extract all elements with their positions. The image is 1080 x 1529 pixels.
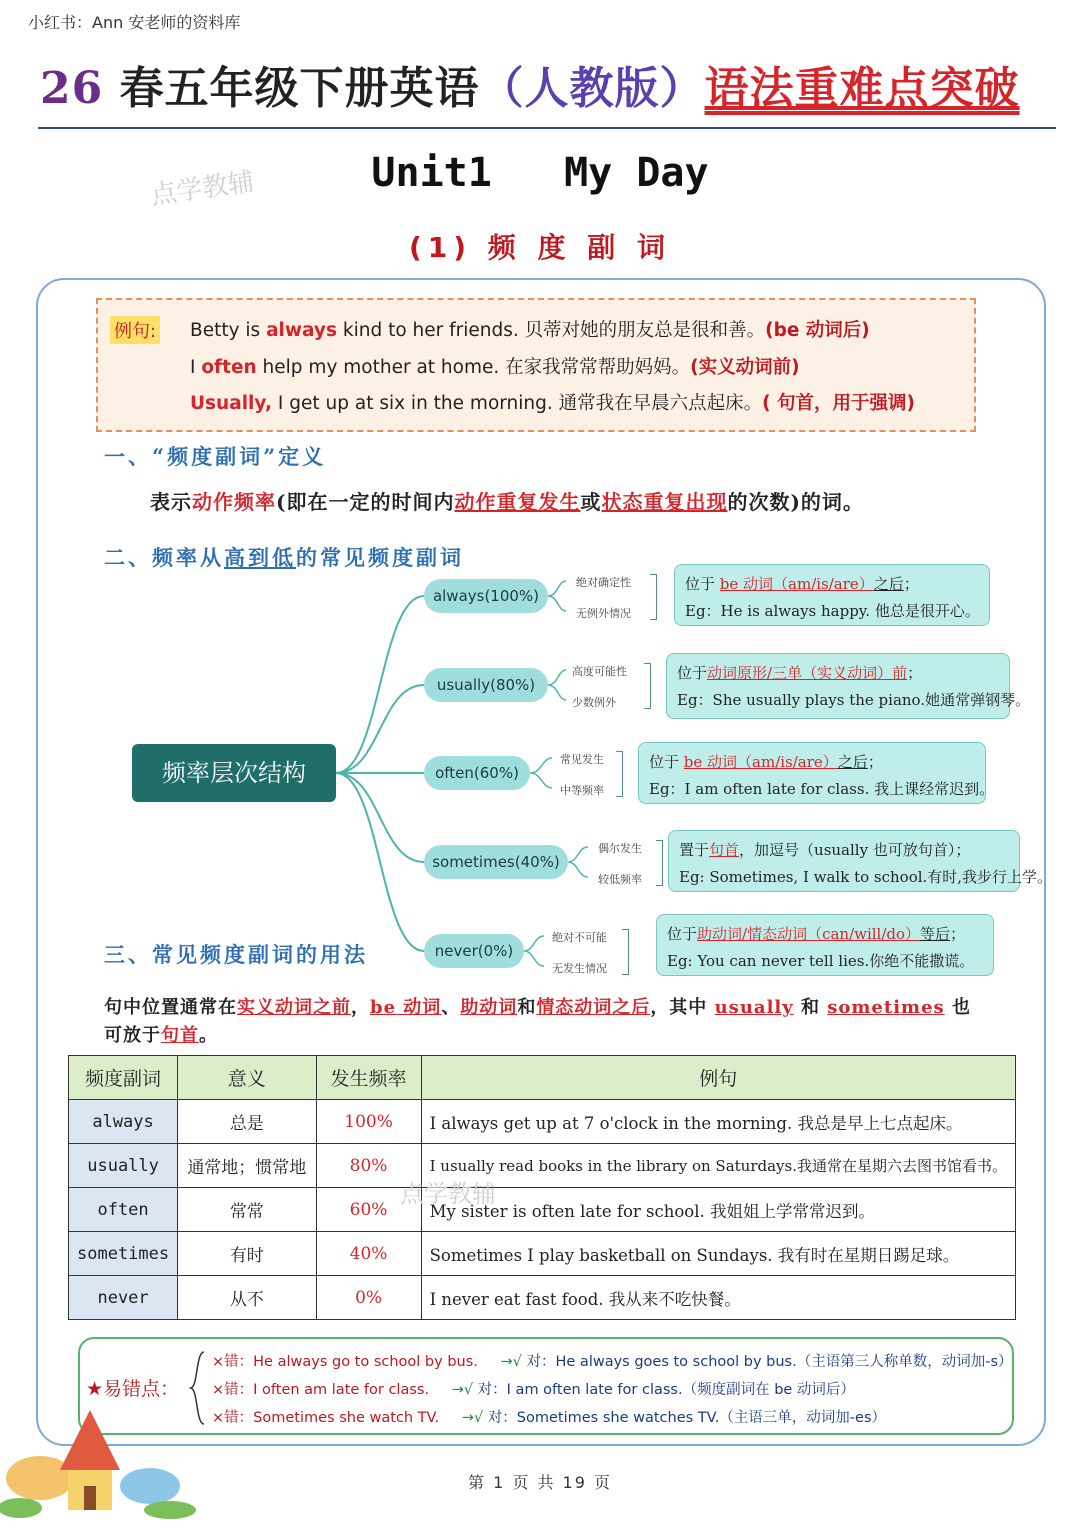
table-cell-frequency: 60% — [316, 1188, 421, 1232]
example-keyword: often — [201, 357, 257, 378]
table-cell-word: never — [69, 1276, 178, 1320]
usage-part: ，其中 — [650, 997, 715, 1018]
note-text: 置于 — [679, 841, 710, 859]
node-tag: 高度可能性 — [572, 665, 627, 678]
note-text: ，加逗号（usually 也可放句首） — [739, 841, 956, 859]
usage-part: 。 — [199, 1025, 218, 1046]
usage-part: ， — [351, 997, 370, 1018]
title-edition: （人教版） — [479, 63, 705, 114]
error-arrow: →√ — [461, 1410, 484, 1426]
note-keyword: 动词原形/三单（实义动词）前 — [707, 664, 908, 682]
error-line — [212, 1406, 886, 1427]
frequency-table — [68, 1055, 1016, 1320]
error-arrow: →√ — [451, 1382, 474, 1398]
definition-part: (即在一定的时间内 — [276, 490, 455, 514]
table-header: 发生频率 — [316, 1056, 421, 1100]
usage-part: 和 — [517, 997, 537, 1018]
note-text: ； — [867, 753, 883, 771]
bracket — [656, 840, 663, 886]
usage-part: 、 — [441, 997, 461, 1018]
node-tag: 绝对不可能 — [552, 931, 607, 944]
mindmap-note-often — [638, 742, 995, 804]
table-cell-meaning: 从不 — [178, 1276, 316, 1320]
usage-keyword: sometimes — [827, 997, 945, 1018]
table-cell-example: I always get up at 7 o'clock in the morning. 我总是早上七点起床。 — [421, 1100, 1015, 1144]
note-example: Eg：He is always happy. 他总是很开心。 — [685, 602, 980, 620]
definition-keyword: 动作重复发生 — [454, 490, 581, 514]
example-keyword: always — [266, 320, 337, 341]
node-tag: 常见发生 — [560, 753, 604, 766]
mindmap-note-never — [656, 914, 994, 976]
table-cell-example: I never eat fast food. 我从来不吃快餐。 — [421, 1276, 1015, 1320]
error-right: 对：He always goes to school by bus.（主语第三人称单数，动词加-s） — [526, 1354, 1013, 1370]
error-arrow: →√ — [500, 1354, 522, 1370]
note-text: 等后 — [920, 925, 951, 943]
example-note: ( 句首，用于强调) — [762, 393, 915, 414]
example-note: (be 动词后) — [765, 320, 870, 341]
note-keyword: be 动词（am/is/are） — [683, 753, 838, 771]
mindmap-node-sometimes: sometimes(40%) — [424, 845, 568, 879]
node-tag: 中等频率 — [560, 784, 604, 797]
table-cell-example: My sister is often late for school. 我姐姐上学常常迟到。 — [421, 1188, 1015, 1232]
definition-part: 表示 — [150, 490, 192, 514]
table-cell-word: often — [69, 1188, 178, 1232]
note-text: 位于 — [667, 925, 698, 943]
error-right: 对：I am often late for class.（频度副词在 be 动词后） — [477, 1382, 855, 1398]
heading-keyword: 高到低 — [224, 545, 296, 570]
node-tag: 较低频率 — [598, 873, 642, 886]
definition-keyword: 状态重复出现 — [601, 490, 728, 514]
house-illustration-icon — [0, 1400, 200, 1520]
bracket — [622, 929, 629, 975]
usage-keyword: 句首 — [161, 1025, 199, 1046]
note-example: Eg：I am often late for class. 我上课经常迟到。 — [649, 780, 995, 798]
title-main: 春五年级下册英语 — [119, 63, 480, 114]
bracket — [616, 751, 623, 797]
note-text: 位于 — [677, 664, 708, 682]
common-errors-label: ★易错点： — [86, 1378, 180, 1400]
table-cell-frequency: 100% — [316, 1100, 421, 1144]
mindmap-root: 频率层次结构 — [132, 744, 336, 802]
error-wrong: ×错：He always go to school by bus. — [212, 1354, 478, 1370]
node-tag: 偶尔发生 — [598, 842, 642, 855]
example-keyword: Usually, — [190, 393, 273, 414]
note-example: Eg: Sometimes, I walk to school.有时,我步行上学。 — [679, 868, 1053, 886]
note-example: Eg: You can never tell lies.你绝不能撒谎。 — [667, 952, 975, 970]
note-example: Eg：She usually plays the piano.她通常弹钢琴。 — [677, 691, 1031, 709]
table-cell-word: usually — [69, 1144, 178, 1188]
example-text: kind to her friends. 贝蒂对她的朋友总是很和善。 — [336, 320, 766, 341]
note-text: 之后 — [837, 753, 868, 771]
example-text: I get up at six in the morning. 通常我在早晨六点起床。 — [272, 393, 763, 414]
table-cell-example: I usually read books in the library on Saturdays.我通常在星期六去图书馆看书。 — [421, 1144, 1015, 1188]
heading-part: 的常见频度副词 — [296, 545, 464, 570]
table-row — [69, 1232, 1016, 1276]
usage-keyword: 实义动词之前 — [237, 997, 351, 1018]
note-text: ； — [903, 575, 919, 593]
note-text: 位于 — [685, 575, 720, 593]
table-cell-frequency: 80% — [316, 1144, 421, 1188]
heading-definition: 一、“频度副词”定义 — [104, 444, 327, 469]
error-line — [212, 1378, 855, 1399]
table-row — [69, 1188, 1016, 1232]
mindmap-note-usually — [666, 653, 1031, 719]
mindmap-node-often: often(60%) — [424, 756, 530, 790]
note-text: 之后 — [873, 575, 904, 593]
usage-keyword: usually — [714, 997, 794, 1018]
error-line — [212, 1350, 1013, 1371]
table-cell-example: Sometimes I play basketball on Sundays. 我有时在星期日踢足球。 — [421, 1232, 1015, 1276]
node-tag: 无发生情况 — [552, 962, 607, 975]
usage-keyword: be 动词 — [370, 997, 442, 1018]
note-keyword: 句首 — [709, 841, 740, 859]
usage-part: 也可放于 — [104, 997, 971, 1046]
page-number: 第 1 页 共 19 页 — [468, 1473, 612, 1492]
title-number: 26 — [40, 63, 104, 114]
example-text: Betty is — [190, 320, 267, 341]
watermark: 点学教辅 — [148, 166, 256, 212]
table-cell-meaning: 有时 — [178, 1232, 316, 1276]
definition-part: 或 — [580, 490, 602, 514]
node-tag: 无例外情况 — [576, 607, 631, 620]
table-cell-word: sometimes — [69, 1232, 178, 1276]
usage-part: 和 — [793, 997, 828, 1018]
error-right: 对：Sometimes she watches TV.（主语三单，动词加-es） — [487, 1410, 887, 1426]
node-tag: 少数例外 — [572, 696, 616, 709]
usage-part: 句中位置通常在 — [104, 997, 237, 1018]
table-cell-frequency: 40% — [316, 1232, 421, 1276]
table-cell-meaning: 通常地；惯常地 — [178, 1144, 316, 1188]
mindmap-node-never: never(0%) — [424, 934, 524, 968]
heading-usage: 三、常见频度副词的用法 — [104, 942, 368, 967]
table-row — [69, 1276, 1016, 1320]
table-cell-meaning: 常常 — [178, 1188, 316, 1232]
usage-keyword: 助动词 — [460, 997, 518, 1018]
mindmap-note-always — [674, 564, 990, 626]
note-text: ； — [950, 925, 966, 943]
table-cell-meaning: 总是 — [178, 1100, 316, 1144]
table-cell-frequency: 0% — [316, 1276, 421, 1320]
definition-keyword: 动作频率 — [192, 490, 276, 514]
table-header: 频度副词 — [69, 1056, 178, 1100]
heading-part: 二、频率从 — [104, 545, 224, 570]
node-tag: 绝对确定性 — [576, 576, 631, 589]
table-cell-word: always — [69, 1100, 178, 1144]
example-text: I — [190, 357, 202, 378]
table-header: 意义 — [178, 1056, 316, 1100]
unit-title: Unit1 My Day — [371, 150, 709, 196]
mindmap-node-always: always(100%) — [424, 579, 548, 613]
source-note: 小红书：Ann 安老师的资料库 — [28, 13, 241, 32]
example-note: (实义动词前) — [690, 357, 800, 378]
usage-text — [104, 994, 984, 1050]
definition-part: 的次数)的词。 — [727, 490, 864, 514]
table-header-row — [69, 1056, 1016, 1100]
example-label: 例句: — [110, 316, 160, 344]
table-header: 例句 — [421, 1056, 1015, 1100]
note-keyword: 助动词/情态动词（can/will/do） — [697, 925, 921, 943]
note-text: ； — [955, 841, 971, 859]
mindmap-note-sometimes — [668, 830, 1053, 892]
bracket — [650, 574, 657, 620]
section-title: (1) 频 度 副 词 — [408, 231, 672, 264]
error-wrong: ×错：Sometimes she watch TV. — [212, 1410, 440, 1426]
table-row — [69, 1100, 1016, 1144]
table-row — [69, 1144, 1016, 1188]
watermark: 点学教辅 — [400, 1180, 496, 1208]
note-keyword: be 动词（am/is/are） — [719, 575, 874, 593]
note-text: 位于 — [649, 753, 684, 771]
bracket — [644, 663, 651, 709]
example-text: help my mother at home. 在家我常常帮助妈妈。 — [256, 357, 691, 378]
usage-keyword: 情态动词之后 — [536, 997, 651, 1018]
note-text: ； — [907, 664, 923, 682]
mindmap-node-usually: usually(80%) — [424, 668, 548, 702]
error-wrong: ×错：I often am late for class. — [212, 1382, 430, 1398]
title-highlight: 语法重难点突破 — [704, 63, 1020, 114]
